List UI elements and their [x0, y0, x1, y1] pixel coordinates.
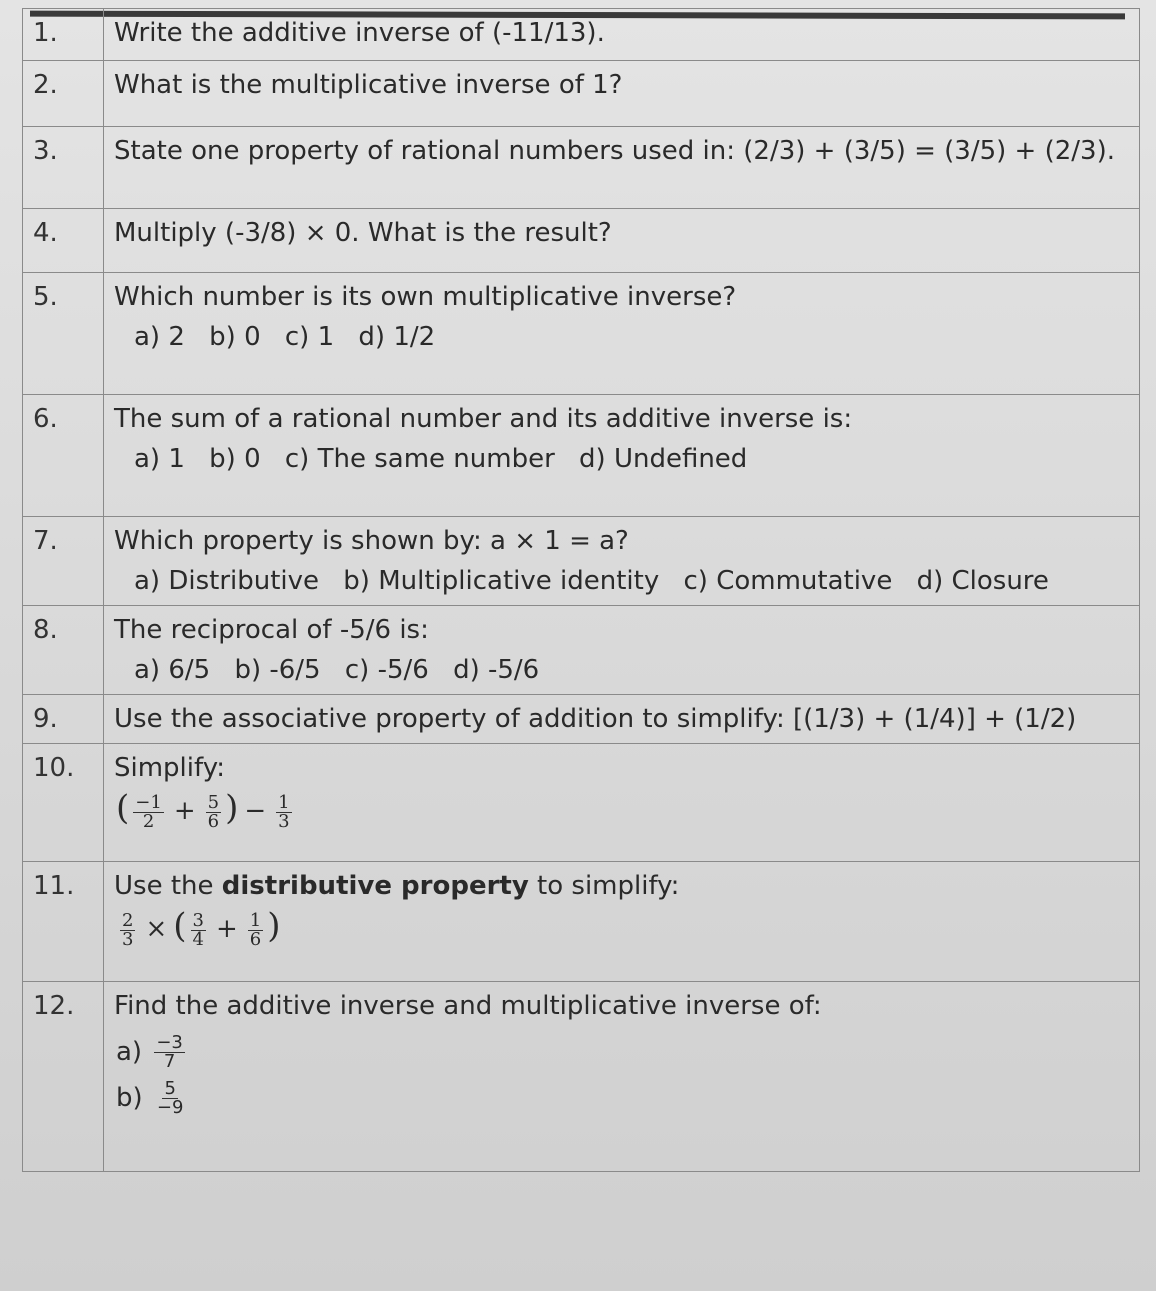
fraction: $\frac{5}{-9}$ [156, 1078, 184, 1118]
question-text [104, 517, 1140, 606]
question-prompt: Use the distributive property to simplify: [114, 871, 680, 901]
fraction: $\frac{3}{4}$ [192, 909, 204, 950]
option: a) Distributive [134, 566, 320, 596]
question-text [104, 61, 1140, 127]
question-prompt: What is the multiplicative inverse of 1? [114, 70, 623, 100]
question-row [23, 606, 1140, 695]
question-number: 6. [23, 395, 104, 517]
option: d) 1/2 [358, 322, 436, 352]
question-prompt: The sum of a rational number and its additive inverse is: [114, 404, 853, 434]
question-prompt: Multiply (-3/8) × 0. What is the result? [114, 218, 612, 248]
math-expression: $\frac{2}{3}$ × ( $\frac{3}{4}$ + $\frac{1}{6}$ ) [122, 906, 281, 950]
question-row [23, 209, 1140, 273]
option: b) Multiplicative identity [343, 566, 660, 596]
question-prompt: The reciprocal of -5/6 is: [114, 615, 429, 645]
question-row [23, 127, 1140, 209]
question-number: 1. [23, 9, 104, 61]
fraction: $\frac{2}{3}$ [122, 909, 134, 950]
question-text [104, 209, 1140, 273]
fraction: $\frac{1}{3}$ [278, 791, 290, 832]
option: d) Closure [916, 566, 1049, 596]
option: c) Commutative [683, 566, 893, 596]
question-number: 3. [23, 127, 104, 209]
question-number: 9. [23, 695, 104, 744]
question-text [104, 862, 1140, 982]
question-row [23, 9, 1140, 61]
question-table [22, 8, 1140, 1172]
option: b) 0 [209, 322, 261, 352]
sub-part: a) $\frac{-3}{7}$ [116, 1032, 183, 1072]
question-prompt: State one property of rational numbers used in: (2/3) + (3/5) = (3/5) + (2/3). [114, 136, 1115, 166]
answer-options [114, 317, 1129, 357]
option: a) 2 [134, 322, 185, 352]
question-text [104, 695, 1140, 744]
question-prompt: Write the additive inverse of (-11/13). [114, 18, 605, 48]
option: c) -5/6 [344, 655, 429, 685]
question-prompt: Which property is shown by: a × 1 = a? [114, 526, 629, 556]
question-row [23, 61, 1140, 127]
question-prompt: Simplify: [114, 753, 225, 783]
option: b) 0 [209, 444, 261, 474]
question-number: 4. [23, 209, 104, 273]
question-text [104, 273, 1140, 395]
question-row [23, 695, 1140, 744]
question-number: 7. [23, 517, 104, 606]
question-text [104, 744, 1140, 862]
fraction: $\frac{1}{6}$ [249, 909, 262, 950]
question-row [23, 395, 1140, 517]
question-text [104, 395, 1140, 517]
math-expression: ( $\frac{-1}{2}$ + $\frac{5}{6}$ ) − $\frac{1}{3}$ [116, 788, 290, 832]
option: d) -5/6 [453, 655, 540, 685]
fraction: $\frac{-1}{2}$ [135, 791, 162, 832]
question-prompt: Find the additive inverse and multiplicative inverse of: [114, 991, 822, 1021]
fraction: $\frac{-3}{7}$ [156, 1032, 183, 1072]
option: c) The same number [284, 444, 555, 474]
question-row [23, 982, 1140, 1172]
question-text [104, 982, 1140, 1172]
question-number: 8. [23, 606, 104, 695]
question-number: 2. [23, 61, 104, 127]
answer-options [114, 439, 1129, 479]
option: c) 1 [284, 322, 335, 352]
question-prompt: Which number is its own multiplicative inverse? [114, 282, 737, 312]
fraction: $\frac{5}{6}$ [207, 791, 220, 832]
question-text [104, 127, 1140, 209]
answer-options [114, 561, 1129, 601]
question-text [104, 606, 1140, 695]
question-number: 12. [23, 982, 104, 1172]
option: d) Undefined [579, 444, 748, 474]
question-number: 10. [23, 744, 104, 862]
question-text [104, 9, 1140, 61]
bold-term: distributive property [221, 871, 529, 901]
question-row [23, 273, 1140, 395]
question-row [23, 862, 1140, 982]
option: a) 6/5 [134, 655, 211, 685]
option: b) -6/5 [234, 655, 321, 685]
answer-options [114, 650, 1129, 690]
question-row [23, 744, 1140, 862]
sub-part: b) $\frac{5}{-9}$ [116, 1078, 184, 1118]
option: a) 1 [134, 444, 185, 474]
question-number: 5. [23, 273, 104, 395]
question-number: 11. [23, 862, 104, 982]
question-prompt: Use the associative property of addition to simplify: [(1/3) + (1/4)] + (1/2) [114, 704, 1077, 734]
question-row [23, 517, 1140, 606]
